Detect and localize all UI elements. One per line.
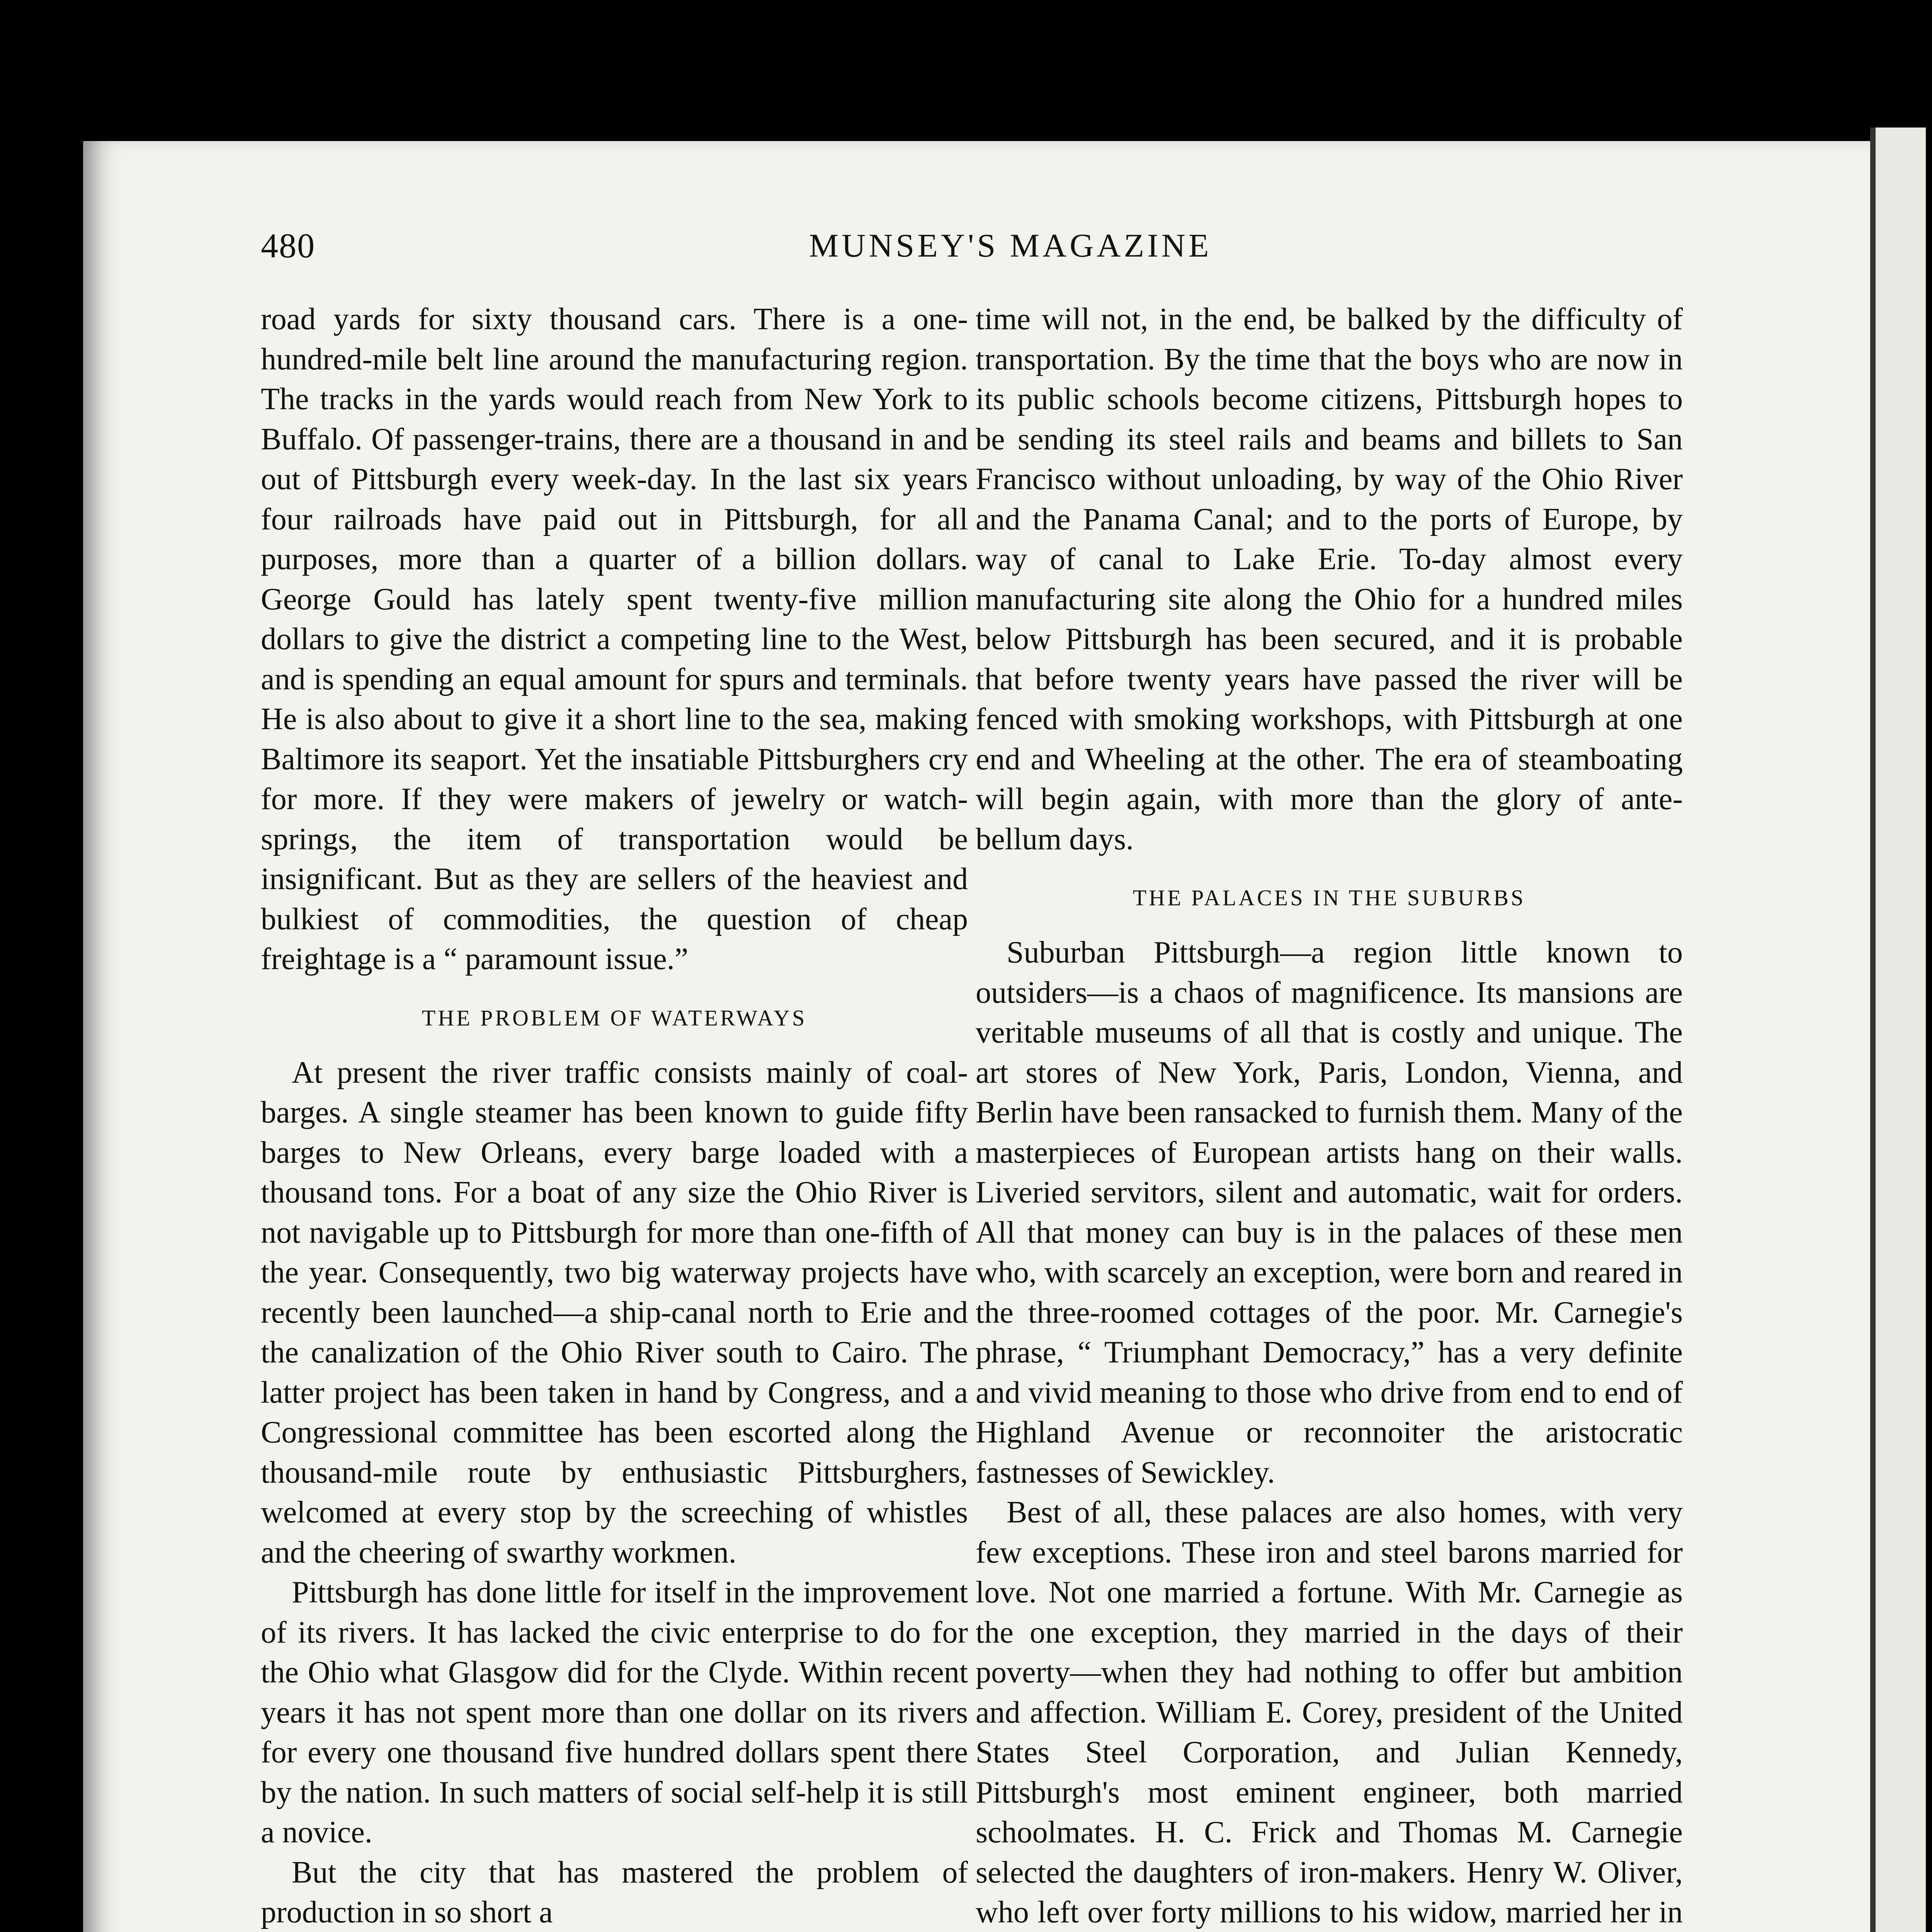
left-paragraph-1: road yards for sixty thousand cars. There is a one-hundred-mile belt line around the manufacturing region. The tracks in the yards would reach from New York to Buffalo. Of passenger-trains, there are a thousand in and out of Pittsburgh every week-day. In the last six years four railroads have paid out in Pittsburgh, for all purposes, more than a quarter of a billion dollars. George Gould has lately spent twenty-five million dollars to give the district a competing line to the West, and is spending an equal amount for spurs and terminals. He is also about to give it a short line to the sea, making Baltimore its seaport. Yet the insatiable Pittsburghers cry for more. If they were makers of jewelry or watch-springs, the item of transportation would be insignificant. But as they are sellers of the heaviest and bulkiest of commodities, the question of cheap freightage is a “ paramount issue.” [261, 302, 968, 976]
page-number: 480 [261, 227, 315, 265]
left-paragraph-2: At present the river traffic consists mainly of coal-barges. A single steamer has been known to guide fifty barges to New Orleans, every barge loaded with a thousand tons. For a boat of any size the Ohio River is not navigable up to Pittsburgh for more than one-fifth of the year. Consequently, two big waterway projects have recently been launched—a ship-canal north to Erie and the canalization of the Ohio River south to Cairo. The latter project has been taken in hand by Congress, and a Congressional committee has been escorted along the thousand-mile route by enthusiastic Pittsburghers, welcomed at every stop by the screeching of whistles and the cheering of swarthy workmen. [261, 1055, 968, 1570]
magazine-page [83, 141, 1876, 1932]
left-paragraph-4: But the city that has mastered the problem of production in so short a [261, 1855, 968, 1929]
page-header [261, 226, 1760, 288]
running-head: MUNSEY'S MAGAZINE [809, 227, 1212, 264]
section-heading-waterways: THE PROBLEM OF WATERWAYS [422, 1005, 807, 1031]
right-column [976, 299, 1683, 1932]
right-paragraph-1: time will not, in the end, be balked by the difficulty of transportation. By the time that the boys who are now in its public schools become citizens, Pittsburgh hopes to be sending its steel rails and beams and billets to San Francisco without unloading, by way of the Ohio River and the Panama Canal; and to the ports of Europe, by way of canal to Lake Erie. To-day almost every manufacturing site along the Ohio for a hundred miles below Pittsburgh has been secured, and it is probable that before twenty years have passed the river will be fenced with smoking workshops, with Pittsburgh at one end and Wheeling at the other. The era of steamboating will begin again, with more than the glory of ante-bellum days. [976, 302, 1683, 856]
adjacent-page-edge [1870, 128, 1926, 1932]
right-paragraph-2: Suburban Pittsburgh—a region little known to outsiders—is a chaos of magnificence. Its mansions are veritable museums of all that is costly and unique. The art stores of New York, Paris, London, Vienna, and Berlin have been ransacked to furnish them. Many of the masterpieces of European artists hang on their walls. Liveried servitors, silent and automatic, wait for orders. All that money can buy is in the palaces of these men who, with scarcely an exception, were born and reared in the three-roomed cottages of the poor. Mr. Carnegie's phrase, “ Triumphant Democracy,” has a very definite and vivid meaning to those who drive from end to end of Highland Avenue or reconnoiter the aristocratic fastnesses of Sewickley. [976, 935, 1683, 1490]
left-column [261, 299, 968, 1932]
left-paragraph-3: Pittsburgh has done little for itself in the improvement of its rivers. It has lacked the civic enterprise to do for the Ohio what Glasgow did for the Clyde. Within recent years it has not spent more than one dollar on its rivers for every one thousand five hundred dollars spent there by the nation. In such matters of social self-help it is still a novice. [261, 1575, 968, 1849]
section-heading-palaces: THE PALACES IN THE SUBURBS [1133, 885, 1526, 910]
right-paragraph-3: Best of all, these palaces are also homes, with very few exceptions. These iron and steel barons married for love. Not one married a fortune. With Mr. Carnegie as the one exception, they married in the days of their poverty—when they had nothing to offer but ambition and affection. William E. Corey, president of the United States Steel Corporation, and Julian Kennedy, Pittsburgh's most eminent engineer, both married schoolmates. H. C. Frick and Thomas M. Carnegie selected the daughters of iron-makers. Henry W. Oliver, who left over forty millions to his widow, married her in [976, 1495, 1683, 1929]
